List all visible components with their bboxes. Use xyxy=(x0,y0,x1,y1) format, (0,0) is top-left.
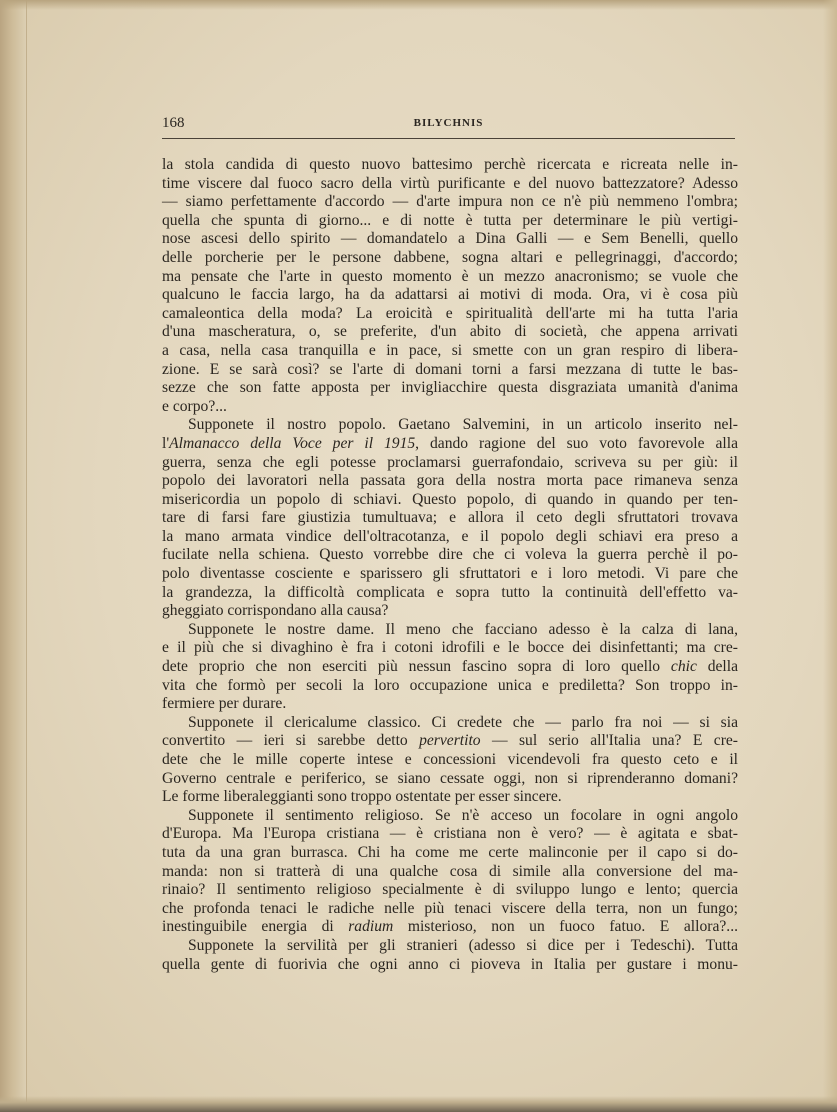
text-segment: l' xyxy=(162,434,170,452)
text-line: e corpo?... xyxy=(162,397,227,415)
text-segment: convertito — ieri si sarebbe detto xyxy=(162,732,420,750)
text-line: Supponete le nostre dame. Il meno che facciano adesso è la calza di lana, xyxy=(188,620,738,638)
text-segment: misterioso, non un fuoco fatuo. E allora?... xyxy=(393,918,738,936)
text-line: manda: non si tratterà di una qualche cosa di simile alla conversione del ma- xyxy=(162,862,738,880)
text-line: a casa, nella casa tranquilla e in pace, si smette con un gran respiro di libera- xyxy=(162,341,738,359)
text-line: Le forme liberaleggianti sono troppo ostentate per esser sincere. xyxy=(162,788,562,806)
text-line: la grandezza, la difficoltà complicata e sopra tutto la continuità dell'effetto va- xyxy=(162,583,738,601)
header-rule xyxy=(162,138,735,139)
text-line: popolo dei lavoratori nella passata gora della nostra morta pace rimaneva senza xyxy=(162,472,738,490)
text-line: qualcuno le faccia largo, ha da adattarsi ai motivi di moda. Ora, vi è cosa più xyxy=(162,286,738,304)
text-line: tare di farsi fare giustizia tumultuava; e allora il ceto degli sfruttatori trovava xyxy=(162,509,738,527)
text-line: Supponete il sentimento religioso. Se n'è acceso un focolare in ogni angolo xyxy=(188,806,738,824)
text-line xyxy=(162,658,738,677)
page-number: 168 xyxy=(162,115,185,131)
binding-gutter xyxy=(0,0,27,1112)
text-line: Governo centrale e periferico, se siano cessate oggi, non si riprenderanno domani? xyxy=(162,769,738,787)
text-line: — siamo perfettamente d'accordo — d'arte impura non ce n'è più nemmeno l'ombra; xyxy=(162,193,738,211)
text-line: vita che formò per secoli la loro occupazione unica e prediletta? Son troppo in- xyxy=(162,676,738,694)
text-line: d'Europa. Ma l'Europa cristiana — è cristiana non è vero? — è agitata e sbat- xyxy=(162,825,738,843)
text-line: Supponete il clericalume classico. Ci credete che — parlo fra noi — si sia xyxy=(188,713,738,731)
text-segment: — sul serio all'Italia una? E cre- xyxy=(480,732,738,750)
text-line xyxy=(162,918,738,937)
text-line xyxy=(162,732,738,751)
text-line: ma pensate che l'arte in questo momento è un mezzo anacronismo; se vuole che xyxy=(162,267,738,285)
italic-segment: pervertito xyxy=(419,732,481,750)
page-bottom-edge xyxy=(0,1096,837,1112)
text-line xyxy=(162,435,738,454)
text-segment: , dando ragione del suo voto favorevole alla xyxy=(415,434,738,452)
text-line: camaleontica della moda? La eroicità e spiritualità dell'arte mi ha tutta l'aria xyxy=(162,304,738,322)
text-line: sezze che son fatte apposta per invigliacchire questa disgraziata umanità d'anima xyxy=(162,379,738,397)
text-line: delle porcherie per le persone dabbene, sogna altari e pellegrinaggi, d'accordo; xyxy=(162,248,738,266)
text-segment: inestinguibile energia di xyxy=(162,918,349,936)
running-title: BILYCHNIS xyxy=(413,117,484,129)
text-line: zione. E se sarà così? se l'arte di domani torni a farsi mezzana di tutte le bas- xyxy=(162,360,738,378)
text-line: nose ascesi dello spirito — domandatelo a Dina Galli — e Sem Benelli, quello xyxy=(162,230,738,248)
italic-segment: radium xyxy=(348,918,394,936)
text-line: tuta da una gran burrasca. Chi ha come me certe malinconie per il capo si do- xyxy=(162,843,738,861)
text-line: polo diventasse cosciente e sparissero gli sfruttatori e i loro metodi. Vi pare che xyxy=(162,565,738,583)
italic-segment: chic xyxy=(670,658,697,676)
text-segment: dete proprio che non eserciti più nessun fascino sopra di loro quello xyxy=(162,658,671,676)
text-line: dete che le mille coperte intese e concessioni vicendevoli fra questo ceto e il xyxy=(162,751,738,768)
text-line: quella gente di fuorivia che ogni anno ci pioveva in Italia per gustare i monu- xyxy=(162,955,738,973)
text-line: quella che spunta di giorno... e di notte è tutta per determinare le più vertigi- xyxy=(162,211,738,229)
text-segment: della xyxy=(696,658,738,676)
text-line: la stola candida di questo nuovo battesimo perchè ricercata e ricreata nelle in- xyxy=(162,156,738,173)
text-line: la mano armata vindice dell'oltracotanza, e il popolo degli schiavi era preso a xyxy=(162,527,738,545)
text-line: fermiere per durare. xyxy=(162,695,287,713)
text-line: time viscere dal fuoco sacro della virtù purificante e del nuovo battezzatore? Adesso xyxy=(162,174,738,192)
text-line: fucilate nella schiena. Questo vorrebbe dire che ci voleva la guerra perchè il po- xyxy=(162,546,738,564)
page-top-edge xyxy=(0,0,837,10)
body-text xyxy=(162,156,738,974)
text-line: e il più che si divaghino è fra i cotoni idrofili e le bocce dei disinfettanti; ma cre- xyxy=(162,639,738,657)
text-line: Supponete la servilità per gli stranieri (adesso si dice per i Tedeschi). Tutta xyxy=(188,936,738,954)
text-line: misericordia un popolo di schiavi. Questo popolo, di quando in quando per ten- xyxy=(162,490,738,508)
italic-segment: Almanacco della Voce per il 1915 xyxy=(169,434,416,452)
text-line: che profonda tenaci le radiche nelle più tenaci viscere della terra, non un fungo; xyxy=(162,899,738,917)
text-line: rinaio? Il sentimento religioso specialmente è di sviluppo lungo e lento; quercia xyxy=(162,881,738,899)
text-line: Supponete il nostro popolo. Gaetano Salvemini, in un articolo inserito nel- xyxy=(188,416,738,434)
text-line: guerra, senza che egli potesse proclamarsi guerrafondaio, scriveva su per giù: il xyxy=(162,453,738,471)
text-line: gheggiato corrispondano alla causa? xyxy=(162,602,389,620)
page-right-edge xyxy=(823,0,837,1112)
text-line: d'una mascheratura, o, se preferite, d'un abito di società, che appena arrivati xyxy=(162,323,738,341)
running-header xyxy=(162,115,735,137)
